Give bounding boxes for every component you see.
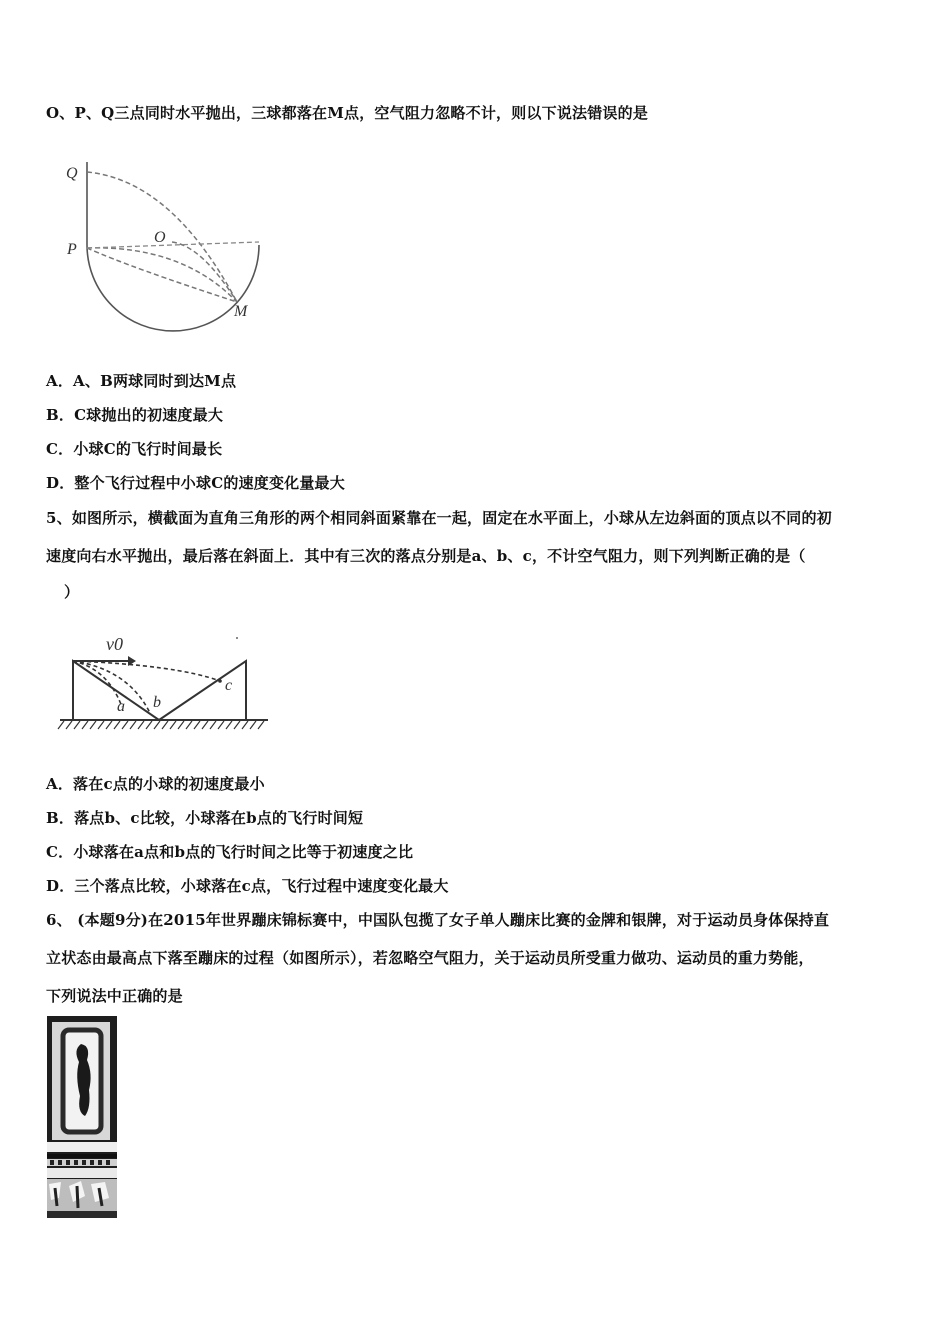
q5-stem-line3: ） — [64, 583, 80, 601]
q6-stem-line3: 下列说法中正确的是 — [46, 987, 183, 1005]
q5-stem-line1: 5、如图所示，横截面为直角三角形的两个相同斜面紧靠在一起，固定在水平面上，小球从左边斜面的顶点以不同的初 — [46, 509, 832, 527]
q4-label-q: Q — [66, 165, 78, 182]
q5-stem-line2: 速度向右水平抛出，最后落在斜面上．其中有三次的落点分别是a、b、c，不计空气阻力，则下列判断正确的是（ — [46, 547, 806, 565]
q4-stem: O、P、Q三点同时水平抛出，三球都落在M点，空气阻力忽略不计，则以下说法错误的是 — [46, 104, 649, 122]
q5-option-d: D．三个落点比较，小球落在c点，飞行过程中速度变化最大 — [46, 877, 449, 895]
q4-option-c: C．小球C的飞行时间最长 — [46, 440, 223, 458]
q6-stem-line1: 6、 (本题9分)在2015年世界蹦床锦标赛中，中国队包揽了女子单人蹦床比赛的金牌和银牌，对于运动员身体保持直 — [46, 911, 830, 929]
q5-label-a: a — [117, 698, 125, 715]
q6-stem-line2: 立状态由最高点下落至蹦床的过程（如图所示），若忽略空气阻力，关于运动员所受重力做功、运动员的重力势能， — [46, 949, 814, 967]
q4-option-a: A．A、B两球同时到达M点 — [46, 372, 237, 390]
q5-option-a: A．落在c点的小球的初速度最小 — [46, 775, 265, 793]
q5-label-v0: v0 — [106, 634, 123, 654]
q5-figure — [56, 625, 276, 737]
q5-label-b: b — [153, 694, 161, 711]
q4-label-m: M — [234, 303, 248, 320]
q4-label-p: P — [67, 241, 77, 258]
q4-label-o: O — [154, 229, 166, 246]
q5-option-b: B．落点b、c比较，小球落在b点的飞行时间短 — [46, 809, 364, 827]
q4-option-d: D．整个飞行过程中小球C的速度变化量最大 — [46, 474, 345, 492]
q4-option-b: B．C球抛出的初速度最大 — [46, 406, 224, 424]
q6-trampoline-photo — [47, 1016, 117, 1218]
q4-figure — [62, 150, 272, 340]
q5-label-c: c — [225, 677, 233, 694]
q5-option-c: C．小球落在a点和b点的飞行时间之比等于初速度之比 — [46, 843, 414, 861]
